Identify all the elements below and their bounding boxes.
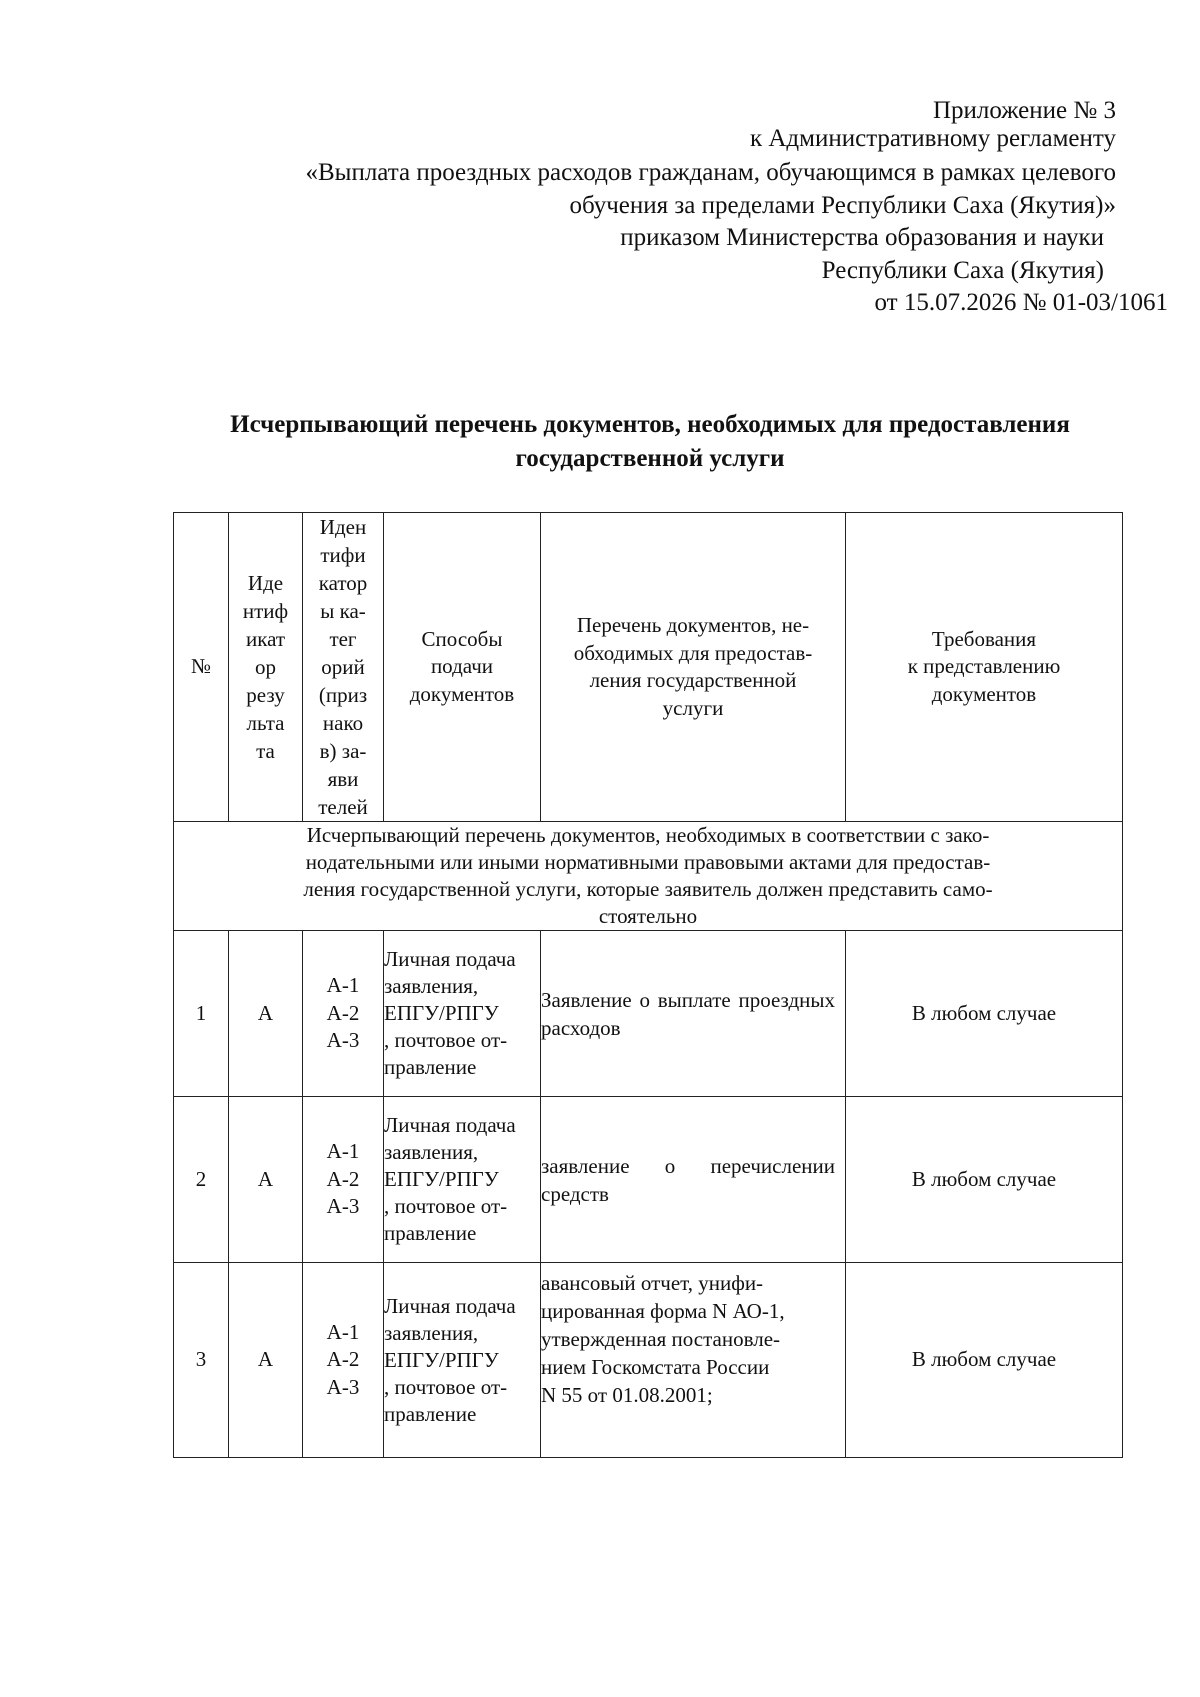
header-line: «Выплата проездных расходов гражданам, обучающимся в рамках целевого [305, 159, 1116, 186]
document-title [160, 408, 1140, 476]
result-identifier: А [229, 1097, 303, 1263]
row-number: 2 [174, 1097, 229, 1263]
section-row [174, 822, 1123, 931]
column-header: Требования к представлению документов [846, 513, 1123, 822]
result-identifier: А [229, 1263, 303, 1458]
submission-method: Личная подача заявления, ЕПГУ/РПГУ , почтовое от- правление [384, 931, 541, 1097]
submission-method: Личная подача заявления, ЕПГУ/РПГУ , почтовое от- правление [384, 1097, 541, 1263]
row-number: 3 [174, 1263, 229, 1458]
column-header: Иден тифи катор ы ка- тег орий (приз нако в) за- яви телей [303, 513, 384, 822]
table-row [174, 1263, 1123, 1458]
section-heading: Исчерпывающий перечень документов, необходимых в соответствии с зако- нодательными или иными нормативными правовыми актами для предостав- ления государственной услуги, которые заявитель должен представить само- стоятельно [174, 822, 1123, 931]
requirements: В любом случае [846, 1263, 1123, 1458]
table-row [174, 1097, 1123, 1263]
header-line: к Административному регламенту [749, 125, 1116, 152]
table-header-row [174, 513, 1123, 822]
column-header: № [174, 513, 229, 822]
header-line: приказом Министерства образования и науки [620, 224, 1104, 251]
category-identifiers: А-1 А-2 А-3 [303, 1097, 384, 1263]
header-line: обучения за пределами Республики Саха (Якутия)» [569, 192, 1116, 219]
requirements: В любом случае [846, 931, 1123, 1097]
category-identifiers: А-1 А-2 А-3 [303, 1263, 384, 1458]
header-line: от 15.07.2026 № 01-03/1061 [874, 289, 1168, 316]
requirements: В любом случае [846, 1097, 1123, 1263]
document-list: Заявление о выплате проездных расходов [541, 931, 846, 1097]
document-list: авансовый отчет, унифи- цированная форма N АО-1, утвержденная постановле- нием Госкомстата России N 55 от 01.08.2001; [541, 1263, 846, 1458]
header-line: Республики Саха (Якутия) [821, 257, 1104, 284]
title-line: государственной услуги [515, 445, 785, 472]
result-identifier: А [229, 931, 303, 1097]
category-identifiers: А-1 А-2 А-3 [303, 931, 384, 1097]
document-list: заявление о перечислении средств [541, 1097, 846, 1263]
table-row [174, 931, 1123, 1097]
column-header: Способы подачи документов [384, 513, 541, 822]
header-line: Приложение № 3 [932, 97, 1116, 124]
row-number: 1 [174, 931, 229, 1097]
documents-table [173, 512, 1123, 1458]
title-line: Исчерпывающий перечень документов, необходимых для предоставления [230, 411, 1070, 438]
submission-method: Личная подача заявления, ЕПГУ/РПГУ , почтовое от- правление [384, 1263, 541, 1458]
column-header: Перечень документов, не- обходимых для предостав- ления государственной услуги [541, 513, 846, 822]
column-header: Иде нтиф икат ор резу льта та [229, 513, 303, 822]
